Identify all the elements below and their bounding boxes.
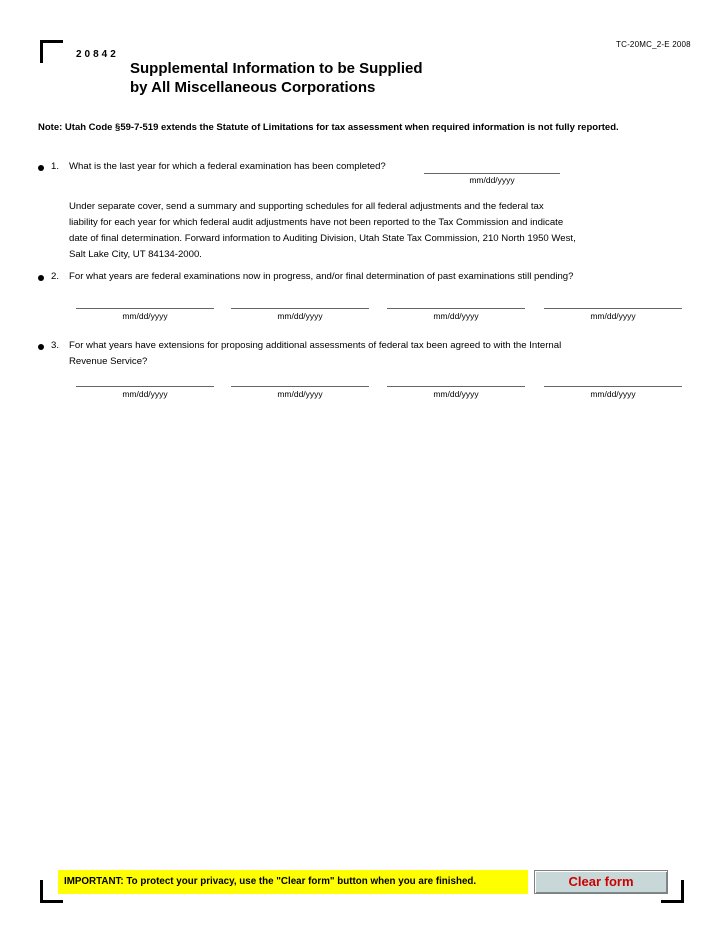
privacy-notice: IMPORTANT: To protect your privacy, use the "Clear form" button when you are finished. xyxy=(58,870,528,894)
bullet-icon xyxy=(38,165,44,171)
statute-note: Note: Utah Code §59-7-519 extends the Statute of Limitations for tax assessment when required information is not fully reported. xyxy=(38,122,619,133)
q3-date-field-3[interactable] xyxy=(387,386,525,387)
q3-date-field-4[interactable] xyxy=(544,386,682,387)
form-id: TC-20MC_2-E 2008 xyxy=(616,40,691,49)
q1-instructions xyxy=(69,199,576,263)
q2-number: 2. xyxy=(51,271,60,282)
q2-date-field-1[interactable] xyxy=(76,308,214,309)
corner-mark-top-left xyxy=(40,40,63,63)
q2-date-label-3: mm/dd/yyyy xyxy=(433,311,479,321)
q2-date-label-4: mm/dd/yyyy xyxy=(590,311,636,321)
q3-date-label-1: mm/dd/yyyy xyxy=(122,389,168,399)
q1-instructions-line-2: liability for each year for which federal audit adjustments have not been reported to the Tax Commission and indicate xyxy=(69,217,564,228)
q1-text: What is the last year for which a federal examination has been completed? xyxy=(69,161,386,172)
q3-date-field-2[interactable] xyxy=(231,386,369,387)
q1-instructions-line-1: Under separate cover, send a summary and supporting schedules for all federal adjustments and the federal tax xyxy=(69,201,544,212)
q1-date-label: mm/dd/yyyy xyxy=(469,175,515,185)
q1-number: 1. xyxy=(51,161,60,172)
q3-text xyxy=(69,338,561,370)
q3-number: 3. xyxy=(51,340,60,351)
q3-date-label-4: mm/dd/yyyy xyxy=(590,389,636,399)
page-title xyxy=(130,59,423,97)
q3-date-field-1[interactable] xyxy=(76,386,214,387)
q2-date-field-2[interactable] xyxy=(231,308,369,309)
form-code: 20842 xyxy=(76,49,119,60)
q1-instructions-line-4: Salt Lake City, UT 84134-2000. xyxy=(69,249,202,260)
q2-date-field-3[interactable] xyxy=(387,308,525,309)
clear-form-button[interactable]: Clear form xyxy=(534,870,668,894)
q2-date-label-2: mm/dd/yyyy xyxy=(277,311,323,321)
title-line-2: by All Miscellaneous Corporations xyxy=(130,79,376,96)
q3-date-label-3: mm/dd/yyyy xyxy=(433,389,479,399)
bullet-icon xyxy=(38,344,44,350)
q3-date-label-2: mm/dd/yyyy xyxy=(277,389,323,399)
q1-date-field[interactable] xyxy=(424,173,560,174)
q2-date-label-1: mm/dd/yyyy xyxy=(122,311,168,321)
q3-text-line-2: Revenue Service? xyxy=(69,356,148,367)
q1-instructions-line-3: date of final determination. Forward information to Auditing Division, Utah State Tax Commission, 210 North 1950 West, xyxy=(69,233,576,244)
q3-text-line-1: For what years have extensions for proposing additional assessments of federal tax been agreed to with the Internal xyxy=(69,340,562,351)
q2-text: For what years are federal examinations now in progress, and/or final determination of past examinations still pending? xyxy=(69,271,574,282)
q2-date-field-4[interactable] xyxy=(544,308,682,309)
title-line-1: Supplemental Information to be Supplied xyxy=(130,60,423,77)
bullet-icon xyxy=(38,275,44,281)
